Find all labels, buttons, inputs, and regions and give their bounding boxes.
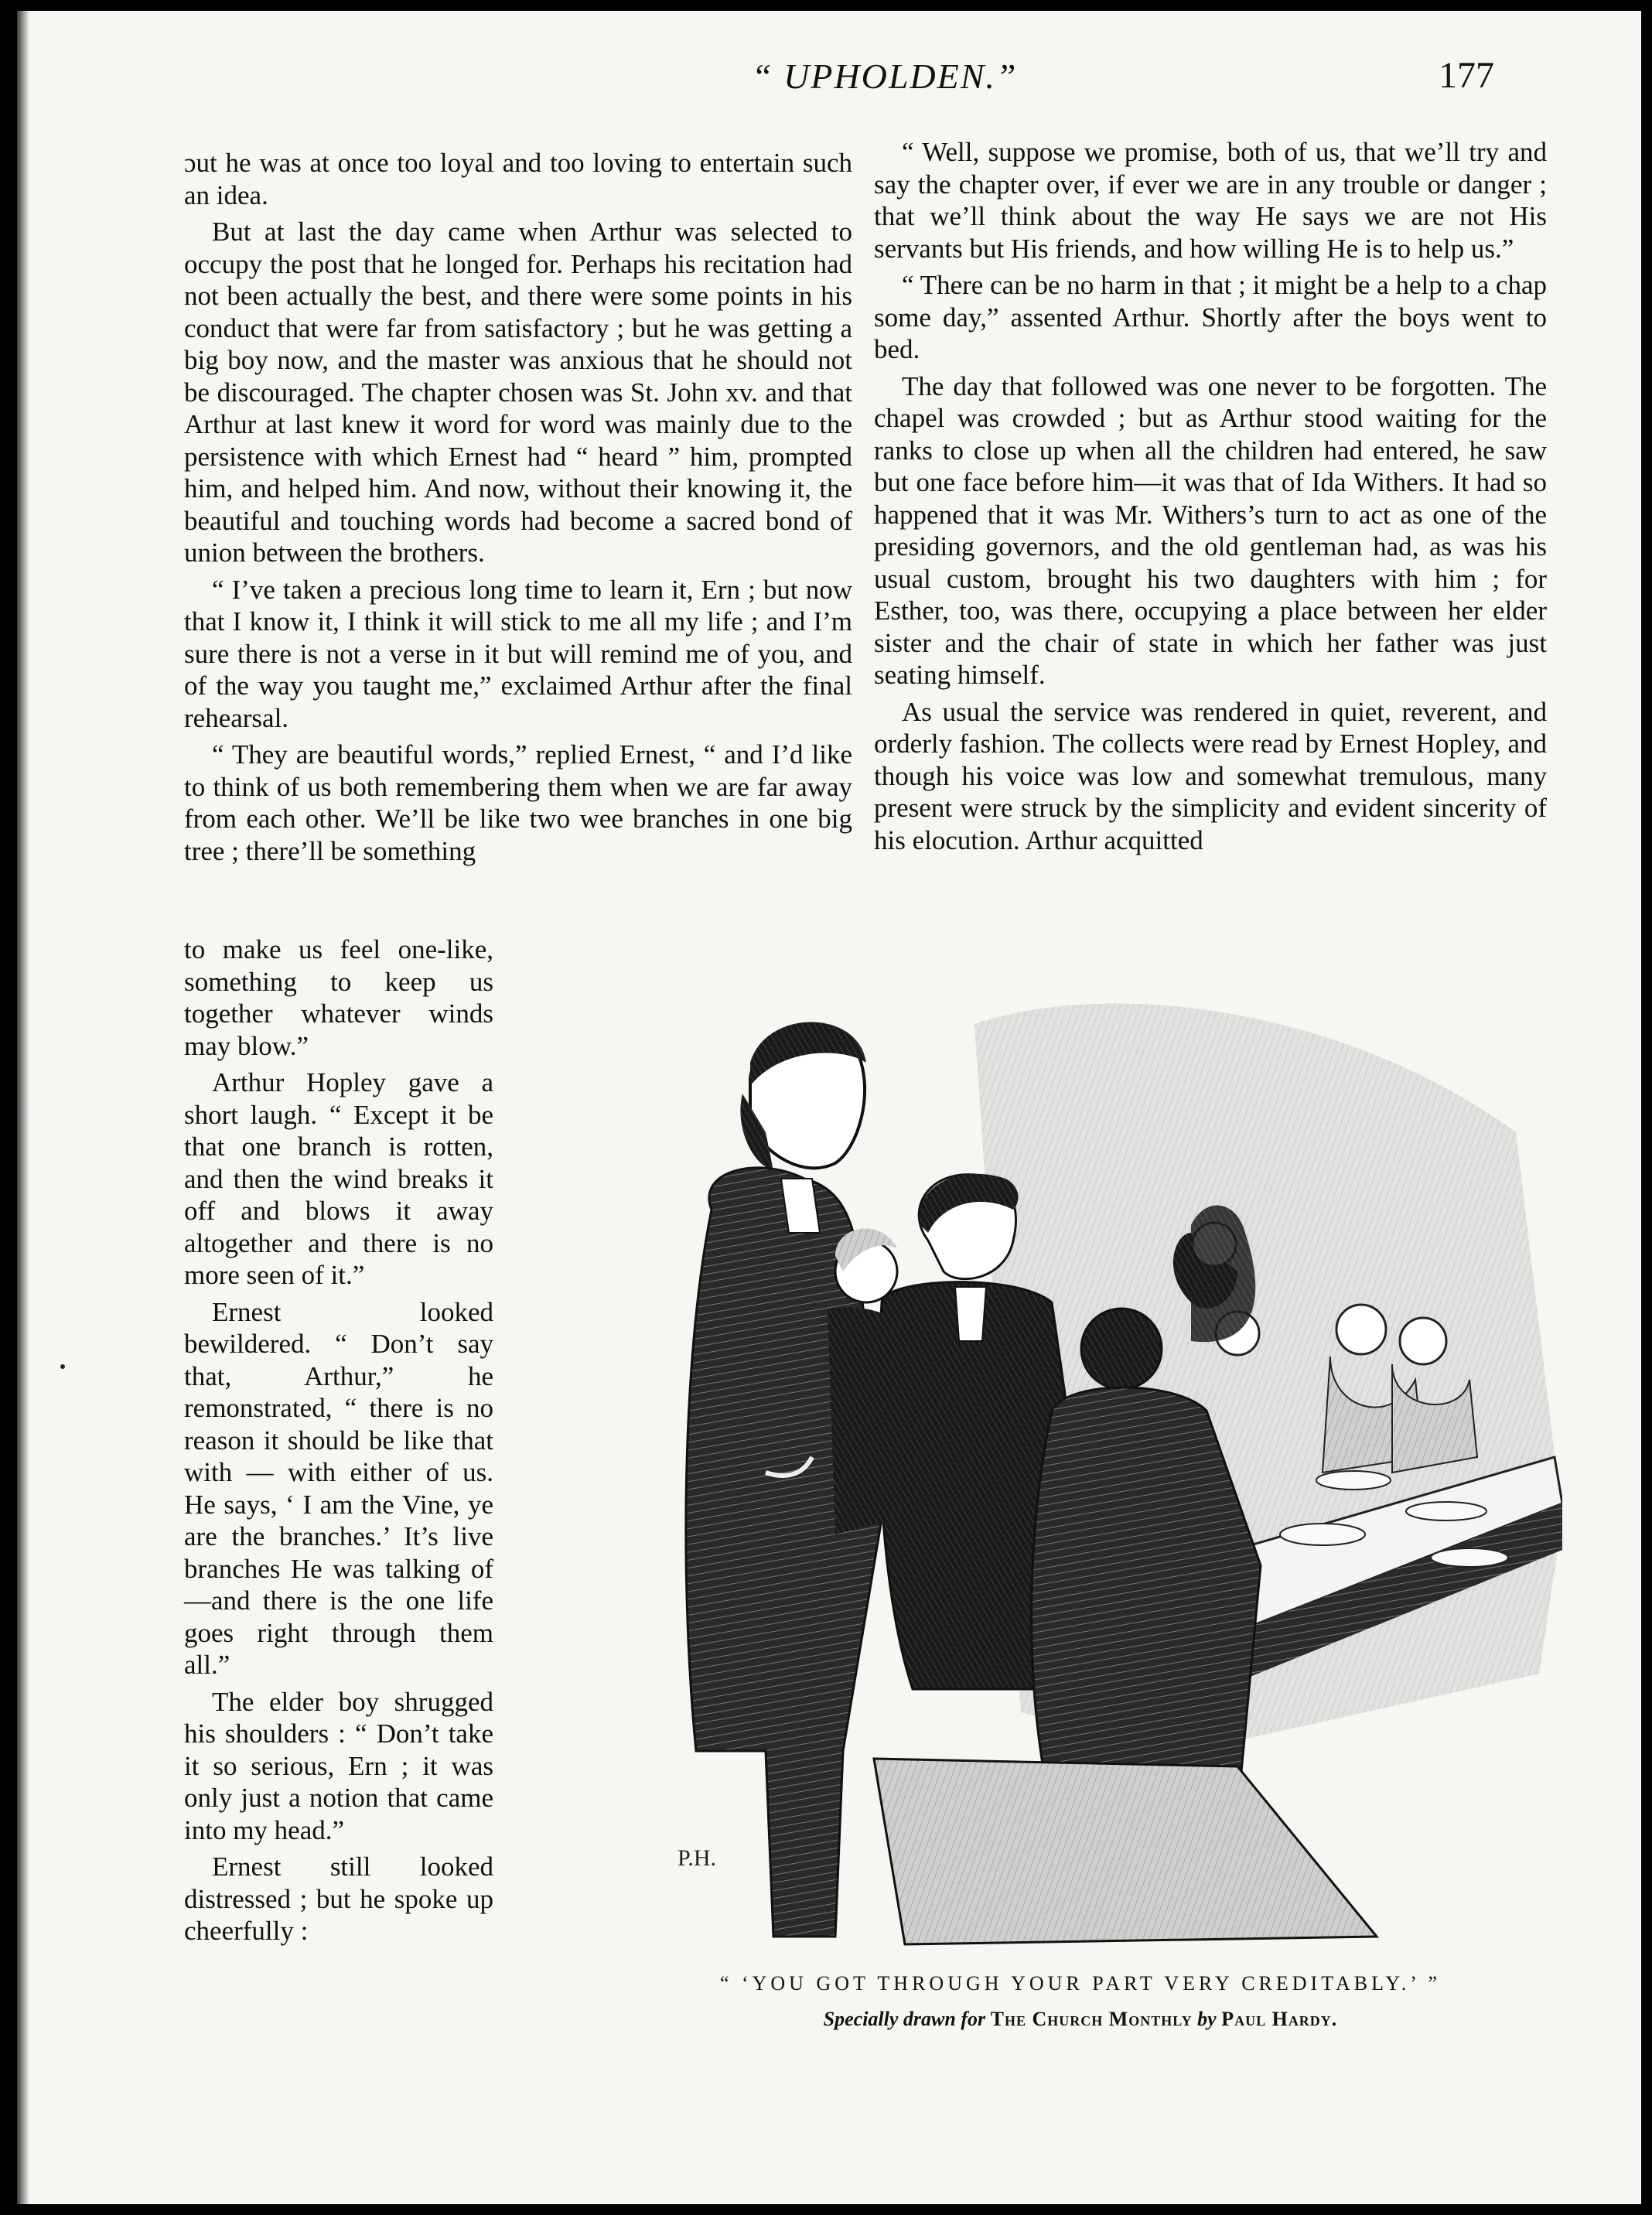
credit-magazine: The Church Monthly: [990, 2008, 1193, 2030]
paragraph: ɔut he was at once too loyal and too loving to entertain such an idea.: [184, 148, 852, 210]
plate: [1406, 1502, 1486, 1520]
left-text-column: [184, 147, 852, 872]
engraving-illustration: [650, 978, 1562, 1960]
margin-speck: [60, 1364, 65, 1369]
credit-by: by: [1197, 2008, 1217, 2030]
paragraph: The day that followed was one never to be forgotten. The chapel was crowded ; but as Arthur stood waiting for the ranks to close up when all the children had entered, he saw but one face before him—it was that of Ida Withers. It had so happened that it was Mr. Withers’s turn to act as one of the presiding governors, and the old gentleman had, as was his usual custom, brought his two daughters with him ; for Esther, too, was there, occupying a place between her elder sister and the chair of state in which her father was just seating himself.: [874, 370, 1547, 690]
running-title: “ UPHOLDEN.”: [752, 56, 1018, 96]
foreground-bench: [874, 1759, 1377, 1944]
page-number: 177: [1439, 55, 1494, 96]
boy-on-left: [828, 1229, 905, 1534]
paragraph: to make us feel one-like, something to keep us together whatever winds may blow.”: [184, 934, 493, 1061]
paragraph: As usual the service was rendered in quiet, reverent, and orderly fashion. The collects were read by Ernest Hopley, and though his voice was low and somewhat tremulous, many present were struck by the simplicity and evident sincerity of his elocution. Arthur acquitted: [874, 696, 1547, 855]
illustration-caption: “ ‘YOU GOT THROUGH YOUR PART VERY CREDITABLY.’ ”: [719, 1972, 1442, 1995]
paragraph: The elder boy shrugged his shoulders : “ Don’t take it so serious, Ern ; it was only just a notion that came into my head.”: [184, 1686, 493, 1845]
paragraph: Ernest still looked distressed ; but he spoke up cheerfully :: [184, 1852, 493, 1946]
plate: [1280, 1524, 1365, 1545]
credit-prefix: Specially drawn for: [823, 2008, 986, 2030]
plate: [1316, 1471, 1391, 1490]
paragraph: Ernest looked bewildered. “ Don’t say that, Arthur,” he remonstrated, “ there is no reason it should be like that with — with either of us. He says, ‘ I am the Vine, ye are the branches.’ It’s live branches He was talking of—and there is the one life goes right through them all.”: [184, 1296, 493, 1680]
paragraph: Arthur Hopley gave a short laugh. “ Except it be that one branch is rotten, and then the wind breaks it off and blows it away altogether and there is no more seen of it.”: [184, 1067, 493, 1290]
narrow-text-column: [184, 933, 493, 1952]
credit-artist: Paul Hardy.: [1221, 2008, 1338, 2030]
paragraph: But at last the day came when Arthur was selected to occupy the post that he longed for. Perhaps his recitation had not been actually the best, and there were some points in his conduct that were far from satisfactory ; but he was getting a big boy now, and the master was anxious that he should not be discouraged. The chapter chosen was St. John xv. and that Arthur at last knew it word for word was mainly due to the persistence with which Ernest had “ heard ” him, prompted him, and helped him. And now, without their knowing it, the beautiful and touching words had become a sacred bond of union between the brothers.: [184, 217, 852, 568]
magazine-page: [17, 11, 1641, 2204]
illustration-credit: [674, 2008, 1486, 2031]
artist-monogram: P.H.: [678, 1845, 717, 1871]
paragraph: “ There can be no harm in that ; it might be a help to a chap some day,” assented Arthur. Shortly after the boys went to bed.: [874, 270, 1547, 364]
scan-edge-shadow: [17, 11, 29, 2204]
right-text-column: [874, 136, 1547, 861]
paragraph: “ I’ve taken a precious long time to learn it, Ern ; but now that I know it, I think it will stick to me all my life ; and I’m sure there is not a verse in it but will remind me of you, and of the way you taught me,” exclaimed Arthur after the final rehearsal.: [184, 574, 852, 733]
paragraph: “ Well, suppose we promise, both of us, that we’ll try and say the chapter over, if ever we are in any trouble or danger ; that we’ll think about the way He says we are not His servants but His friends, and how willing He is to help us.”: [874, 137, 1547, 264]
plate: [1431, 1548, 1508, 1567]
paragraph: “ They are beautiful words,” replied Ernest, “ and I’d like to think of us both remembering them when we are far away from each other. We’ll be like two wee branches in one big tree ; there’ll be something: [184, 739, 852, 866]
